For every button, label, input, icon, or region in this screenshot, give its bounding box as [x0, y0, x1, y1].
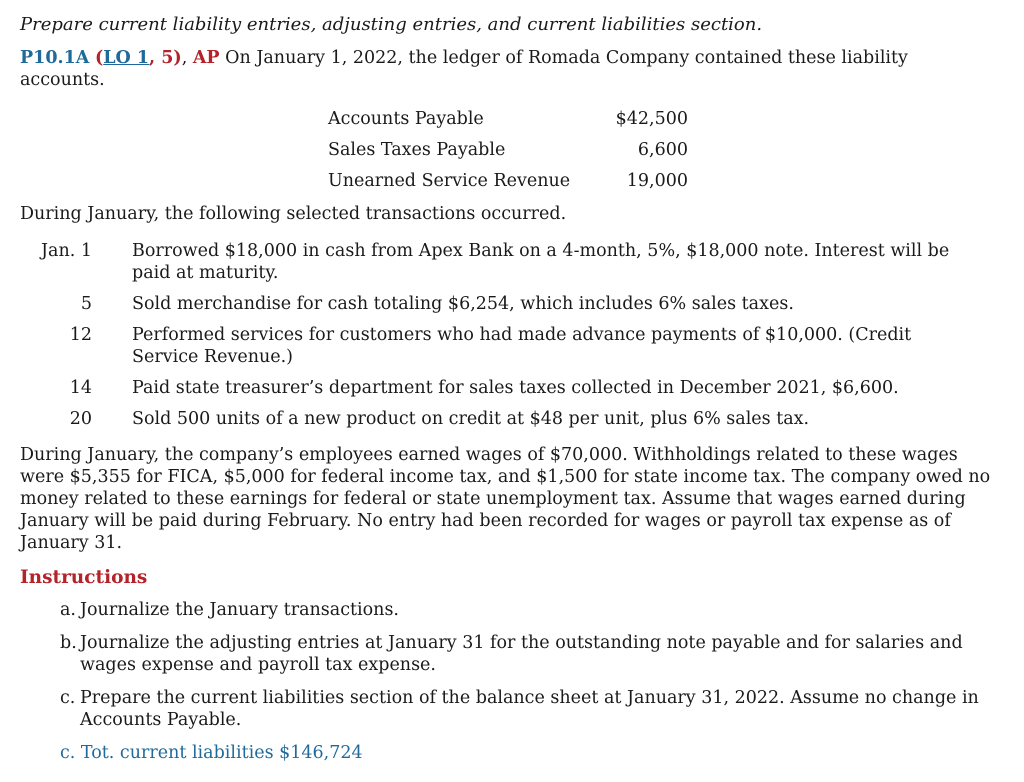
instruction-letter: a. — [60, 600, 76, 620]
transaction-date: Jan. 1 — [41, 241, 92, 261]
transaction-text: Performed services for customers who had made advance payments of $10,000. (Credit Service Revenue.) — [132, 325, 912, 367]
instructions-list — [60, 599, 990, 742]
ledger-amount: 6,600 — [637, 140, 688, 160]
ledger-row — [328, 136, 688, 167]
instruction-text: Journalize the January transactions. — [80, 600, 399, 620]
ledger-account: Accounts Payable — [328, 109, 484, 129]
instruction-text: Prepare the current liabilities section of the balance sheet at January 31, 2022. Assume no change in Accounts Payable. — [80, 688, 979, 730]
transaction-text: Borrowed $18,000 in cash from Apex Bank on a 4-month, 5%, $18,000 note. Interest will be paid at maturity. — [132, 241, 950, 283]
transaction-item — [20, 377, 995, 399]
instruction-item — [60, 599, 990, 621]
instruction-item — [60, 632, 990, 676]
problem-statement: P10.1A (LO 1, 5), AP On January 1, 2022, the ledger of Romada Company contained these liability accounts. — [20, 48, 908, 90]
transaction-item — [20, 293, 995, 315]
transaction-date: 5 — [80, 294, 92, 314]
transaction-date: 14 — [69, 378, 92, 398]
ledger-row — [328, 167, 688, 198]
transactions-intro: During January, the following selected transactions occurred. — [20, 204, 567, 224]
transaction-item — [20, 408, 995, 430]
instruction-item — [60, 687, 990, 731]
skill-tag: AP — [192, 48, 220, 68]
problem-intro: On January 1, 2022, the ledger of Romada Company contained these liability accounts. — [20, 48, 908, 90]
instruction-letter: c. — [60, 688, 76, 708]
check-figure-answer: c. Tot. current liabilities $146,724 — [60, 743, 363, 763]
ledger-amount: $42,500 — [615, 109, 688, 129]
transaction-text: Paid state treasurer’s department for sales taxes collected in December 2021, $6,600. — [132, 378, 899, 398]
ledger-account: Unearned Service Revenue — [328, 171, 571, 191]
transaction-list — [20, 240, 995, 439]
wages-paragraph: During January, the company’s employees earned wages of $70,000. Withholdings related to these wages were $5,355 for FICA, $5,000 for federal income tax, and $1,500 for state income tax. The company owed no money related to these earnings for federal or state unemployment tax. Assume that wages earned during January will be paid during February. No entry had been recorded for wages or payroll tax expense as of January 31. — [20, 445, 991, 553]
transaction-date: 20 — [69, 409, 92, 429]
ledger-account: Sales Taxes Payable — [328, 140, 506, 160]
transaction-text: Sold 500 units of a new product on credit at $48 per unit, plus 6% sales tax. — [132, 409, 810, 429]
instruction-text: Journalize the adjusting entries at January 31 for the outstanding note payable and for salaries and wages expense and payroll tax expense. — [80, 633, 963, 675]
problem-number: P10.1A — [20, 48, 90, 68]
transaction-item — [20, 240, 995, 284]
transaction-date: 12 — [69, 325, 92, 345]
ledger-row — [328, 105, 688, 136]
ledger-table — [328, 105, 688, 198]
instructions-title: Instructions — [20, 567, 148, 588]
transaction-item — [20, 324, 995, 368]
learning-objective-link[interactable]: LO 1 — [103, 48, 150, 68]
lo-open-paren: ( — [94, 48, 104, 68]
problem-heading: Prepare current liability entries, adjusting entries, and current liabilities section. — [20, 14, 763, 35]
instruction-letter: b. — [60, 633, 77, 653]
transaction-text: Sold merchandise for cash totaling $6,254, which includes 6% sales taxes. — [132, 294, 794, 314]
learning-objective-rest: , 5) — [149, 48, 182, 68]
ledger-amount: 19,000 — [626, 171, 688, 191]
